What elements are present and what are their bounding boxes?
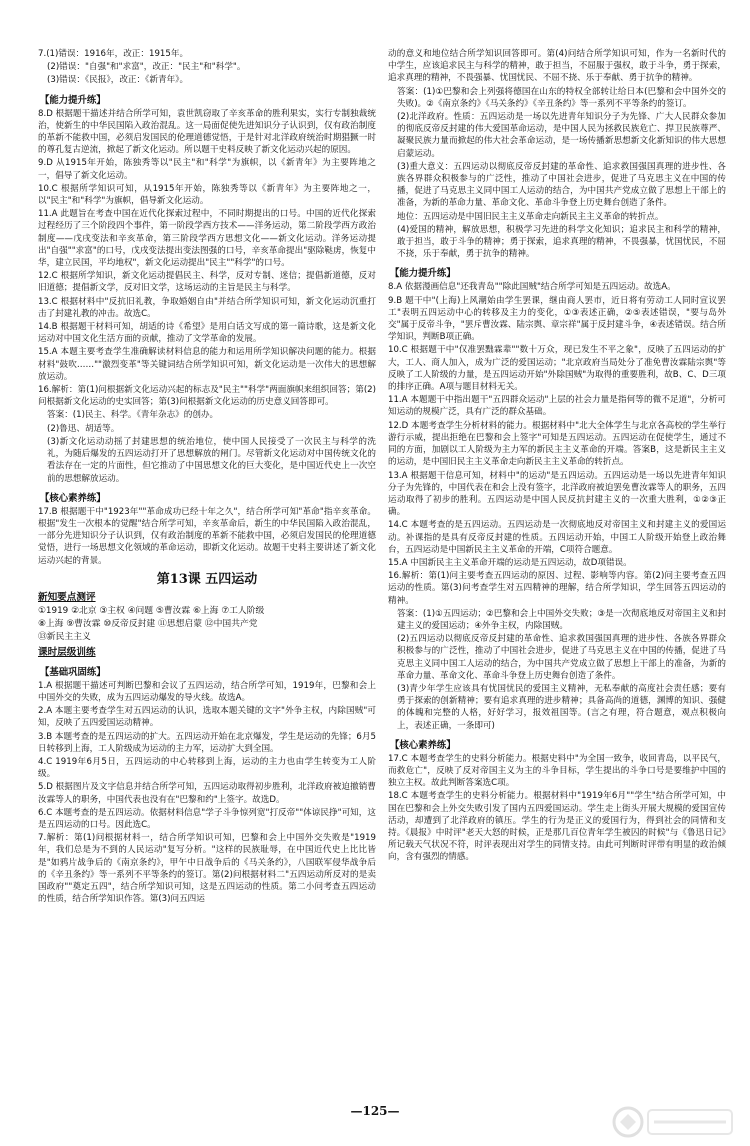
- subsection-title: 课时层级训练: [38, 646, 96, 658]
- answer-entry: 答案：(1)民主、科学。《青年杂志》的创办。: [47, 410, 219, 421]
- answer-entry: (4)爱国的精神，解放思想，积极学习先进的科学文化知识；追求民主和科学的精神，敢于担当，敢于斗争的精神；勇于探索，追求真理的精神，不畏强暴，忧国忧民，不屈不挠，乐于奉献，勇于抗争的精神。: [397, 224, 726, 260]
- section-heading: 【基础巩固练】: [40, 666, 106, 678]
- answer-entry: 答案：(1)①巴黎和会上列强将德国在山东的特权全部转让给日本(巴黎和会中国外交的失败)。②《南京条约》《马关条约》《辛丑条约》等一系列不平等条约的签订。: [397, 86, 726, 109]
- answer-entry: 2.A 本题主要考查学生对五四运动的认识，选取本题关键的文字"外争主权，内除国贼"可知，反映了五四爱国运动精神。: [38, 706, 376, 729]
- section-heading-row: [388, 733, 726, 753]
- answer-entry: 1.A 根据题干描述可判断巴黎和会议了五四运动，结合所学可知，1919年，巴黎和会上中国外交的失败，成为五四运动爆发的导火线。故选A。: [38, 680, 376, 703]
- section-heading: 【能力提升练】: [40, 94, 106, 106]
- answer-entry: (3)青少年学生应该具有忧国忧民的爱国主义精神，无私奉献的高度社会责任感；要有勇于探索的创新精神；要有追求真理的进步精神；具备高尚的道德，渊博的知识、强健的体魄和完整的人格，好好学习，报效祖国等。(言之有理，符合题意，观点积极向上，表述正确，一条即可): [397, 683, 726, 731]
- answer-entry: 8.D 根据题干描述并结合所学可知，袁世凯窃取了辛亥革命的胜利果实，实行专制独裁统治，使新生的中华民国陷入政治混乱。这一局面促使先进知识分子认识到，仅有政治制度的革新不能救中国，必须启发国民的伦理道德觉悟，于是针对北洋政府统治时期猖獗一时的尊孔复古逆流，掀起了新文化运动。所以题干史料反映了新文化运动兴起的原因。: [38, 108, 376, 156]
- answer-entry: (3)新文化运动动摇了封建思想的统治地位，使中国人民接受了一次民主与科学的洗礼，为随后爆发的五四运动打开了思想解放的闸门。尽管新文化运动对中国传统文化的看法存在一定的片面性，但它推动了中国思想文化的巨大变化，是中国近代史上一次空前的思想解放运动。: [47, 436, 376, 484]
- left-column: [38, 48, 376, 1098]
- answer-entry: 5.D 根据图片及文字信息并结合所学可知，五四运动取得初步胜利，北洋政府被迫撤销曹汝霖等人的职务，中国代表也没有在"巴黎和约"上签字。故选D。: [38, 782, 376, 805]
- answer-entry: 8.A 依据漫画信息"还我青岛""除此国贼"结合所学可知是五四运动。故选A。: [388, 282, 676, 293]
- answer-entry: (2)鲁迅、胡适等。: [47, 423, 120, 434]
- answer-entry: (2)北洋政府。性质：五四运动是一场以先进青年知识分子为先锋、广大人民群众参加的彻底反帝反封建的伟大爱国革命运动，是中国人民为拯救民族危亡、捍卫民族尊严、凝聚民族力量而掀起的伟大社会革命运动，是一场传播新思想新文化新知识的伟大思想启蒙运动。: [397, 112, 726, 159]
- subsection-title: 新知要点测评: [38, 591, 96, 603]
- answer-entry: 13.C 根据材料中"反抗旧礼教，争取婚姻自由"并结合所学知识可知，新文化运动沉重打击了封建礼教的冲击。故选C。: [38, 296, 376, 319]
- section-heading: 【能力提升练】: [390, 268, 456, 280]
- answer-entry: 14.C 本题考查的是五四运动。五四运动是一次彻底地反对帝国主义和封建主义的爱国运动。补课指的是具有反帝反封建的性质。五四运动开始，中国工人阶级开始登上政治舞台，五四运动是中国新民主主义革命的开端，C项符合题意。: [388, 520, 726, 555]
- section-heading-row: [388, 261, 726, 281]
- answer-entry: 地位：五四运动是中国旧民主主义革命走向新民主主义革命的转折点。: [397, 211, 664, 222]
- right-column: [388, 48, 726, 1098]
- answer-entry: 9.B 题干中"(上海)上风潮始由学生罢课，继由商人罢市，近日将有劳动工人同时宣议罢工"表明五四运动中心的转移及主力的变化，①③表述正确，②⑤表述错误，"要与岛外交"属于反帝斗争，"罢斥曹汝霖、陆宗舆、章宗祥"属于反封建斗争，④表述错误。结合所学知识，判断B项正确。: [388, 295, 726, 343]
- answer-entry: (3)重大意义：五四运动以彻底反帝反封建的革命性、追求救国强国真理的进步性、各族各界群众积极参与的广泛性，推动了中国社会进步，促进了马克思主义在中国的传播，促进了马克思主义同中国工人运动的结合，为中国共产党成立做了思想上干部上的准备，为新的革命力量、革命文化、革命斗争登上历史舞台创造了条件。: [397, 161, 726, 209]
- lesson-title: 第13课 五四运动: [156, 571, 258, 587]
- answer-key-row: ⑬新民主主义: [38, 631, 91, 642]
- answer-key-row: ①1919 ②北京 ③主权 ④问题 ⑤曹汝霖 ⑥上海 ⑦工人阶级: [38, 605, 265, 616]
- answer-entry: 10.C 根据所学知识可知，从1915年开始，陈独秀等以《新青年》为主要阵地之一，以"民主"和"科学"为旗帜，倡导新文化运动。: [38, 183, 376, 207]
- answer-entry: 动的意义和地位结合所学知识回答即可。第(4)问结合所学知识可知，作为一名新时代的中学生，应该追求民主与科学的精神，敢于担当，不屈服于强权，敢于斗争，勇于探索，追求真理的精神，不畏强暴、忧国忧民、不屈不挠、乐于奉献、勇于抗争的精神。: [388, 49, 726, 84]
- answer-entry: 15.A 中国新民主主义革命开端的运动是五四运动，故D项错误。: [388, 557, 632, 568]
- answer-entry: 12.D 本题考查学生分析材料的能力。根据材料中"北大全体学生与北京各高校的学生举行游行示威，提出拒绝在巴黎和会上签字"可知是五四运动。五四运动在促使学生，通过不同的方面，加剧以工人阶级为主力军的新民主主义革命的开端。答案B，这是新民主主义的运动，是中国旧民主主义革命走向新民主主义革命的转折点。: [388, 420, 726, 468]
- answer-entry: 18.C 本题考查学生的史料分析能力。根据材料中"1919年6月""学生"结合所学可知，中国在巴黎和会上外交失败引发了国内五四爱国运动。学生走上街头开展大规模的爱国宣传活动，却遭到了北洋政府的镇压。学生的行为是正义的爱国行为，得到社会的同情和支持。《晨报》中时评"老天大怒的时候，正是那几百位青年学生被囚的时候"与《鲁迅日记》所记载天气状况不符，时评表现出对学生的同情支持。由此可判断时评带有明显的政治倾向，含有强烈的情感。: [388, 791, 726, 863]
- answer-entry: 6.C 本题考查的是五四运动。依据材料信息"学子斗争惊列宽"打反帝""体谅民挣"可知，这是五四运动的口号。因此选C。: [38, 807, 376, 830]
- answer-entry: (3)错误：《民报》，改正：《新青年》。: [47, 75, 189, 86]
- answer-entry: 13.A 根据题干信息可知，材料中"的运动"是五四运动。五四运动是一场以先进青年知识分子为先锋的，中国代表在和会上没有签字，北洋政府被迫罢免曹汝霖等人的职务，五四运动取得了初步的胜利。五四运动是中国人民反抗封建主义的一次重大胜利，①②③正确。: [388, 470, 726, 518]
- answer-entry: 11.A 此题旨在考查中国在近代化探索过程中，不同时期提出的口号。中国的近代化探索过程经历了三个阶段四个事件，第一阶段学西方技术——洋务运动，第二阶段学西方政治制度——戊戌变法和辛亥革命，第三阶段学西方思想文化——新文化运动。洋务运动提出"自强""求富"的口号，戊戌变法提出变法图强的口号，辛亥革命提出"驱除鞑虏，恢复中华，建立民国，平均地权"，新文化运动提出"民主""科学"的口号。: [38, 209, 376, 269]
- section-heading: 【核心素养练】: [40, 492, 106, 504]
- section-heading-row: [38, 88, 376, 108]
- answer-entry: 4.C 1919年6月5日，五四运动的中心转移到上海，运动的主力也由学生转变为工人阶级。: [38, 756, 376, 780]
- answer-entry: (2)五四运动以彻底反帝反封建的革命性、追求救国强国真理的进步性、各族各界群众积极参与的广泛性，推动了中国社会进步，促进了马克思主义在中国的传播，促进了马克思主义同中国工人运动的结合，为中国共产党成立做了思想上干部上的准备，为新的革命力量、革命文化、革命斗争登上历史舞台创造了条件。: [397, 634, 726, 681]
- answer-entry: 16.解析：第(1)问主要考查五四运动的原因、过程、影响等内容。第(2)问主要考查五四运动的性质。第(3)问考查学生对五四精神的理解，结合所学知识，学生回答五四运动的精神。: [388, 571, 726, 606]
- answer-entry: 15.A 本题主要考查学生准确解读材料信息的能力和运用所学知识解决问题的能力。根据材料"鼓吹……""激烈变革"等关键词结合所学知识可知，新文化运动是一次伟大的思想解放运动。: [38, 347, 376, 382]
- answer-entry: 14.B 根据题干材料可知，胡适的诗《希望》是用白话文写成的第一篇诗歌，这是新文化运动对中国文化生活方面的贡献，推动了文学革命的发展。: [38, 322, 376, 345]
- section-heading: 【核心素养练】: [390, 739, 456, 751]
- watermark-logo: [610, 1102, 740, 1142]
- answer-entry: 17.C 本题考查学生的史料分析能力。根据史料中"为全国一致争，收回青岛，以平民气，而救危亡"，反映了反对帝国主义为主的斗争目标，学生提出的斗争口号是要维护中国的独立主权。故此判断答案选C项。: [388, 753, 726, 789]
- section-heading-row: [38, 660, 376, 680]
- answer-entry: 12.C 根据所学知识，新文化运动提倡民主、科学，反对专制、迷信；提倡新道德，反对旧道德；提倡新文学，反对旧文学，这场运动的主旨是民主与科学。: [38, 271, 376, 294]
- answer-entry: 10.C 根据题干中"仅准罢黜霖辈""数十万众，现已发生不平之象"，反映了五四运动的扩大，工人、商人加入，成为广泛的爱国运动；"北京政府当局处分了准免曹汝霖陆宗舆"等反映了工人阶级的力量，是五四运动开始"外除国贼"为取得的重要胜利，故B、C、D三项的排序正确。A项与题目材料无关。: [388, 345, 726, 393]
- answer-entry: 答案：(1)①五四运动；②巴黎和会上中国外交失败；③是一次彻底地反对帝国主义和封建主义的爱国运动；④外争主权，内除国贼。: [397, 608, 726, 631]
- answer-entry: 7.解析：第(1)问根据材料一，结合所学知识可知，巴黎和会上中国外交失败是"1919年，我们总是为不到的人民运动"复写分析。"这样的民族耻辱，在中国近代史上比比皆是"如鸦片战争后的《南京条约》，甲午中日战争后的《马关条约》，八国联军侵华战争后的《辛丑条约》等一系列不平等条约的签订。第(2)问根据材料二"五四运动所反对的是卖国政府""奠定五四"，结合所学知识可知，这是五四运动的性质。第二小问考查五四运动的性质，结合所学知识作答。第(3)问五四运: [38, 833, 376, 905]
- page-number: —125—: [350, 1104, 400, 1118]
- section-heading-row: [38, 486, 376, 506]
- answer-entry: 17.B 根据题干中"1923年""革命成功已经十年之久"，结合所学可知"革命"指辛亥革命。根据"发生一次根本的觉醒"结合所学可知，辛亥革命后，新生的中华民国陷入政治混乱，一部分先进知识分子认识到，仅有政治制度的革新不能救中国，必须启发国民的伦理道德觉悟，进行一场思想文化领域的革命运动，即新文化运动。故题干史料主要讲述了新文化运动兴起的背景。: [38, 506, 376, 566]
- answer-entry: 7.(1)错误：1916年，改正：1915年。: [38, 49, 189, 59]
- answer-entry: 16.解析：第(1)问根据新文化运动兴起的标志及"民主""科学"两面旗帜来组织回答；第(2)问根据新文化运动的史实回答；第(3)问根据新文化运动的历史意义回答即可。: [38, 385, 376, 408]
- answer-entry: 11.A 本题题干中指出题干"五四群众运动"上层的社会力量是指何等的微不足道"，分析可知运动的规模广泛，具有广泛的群众基础。: [388, 395, 726, 418]
- answer-entry: (2)错误："自强"和"求富"，改正："民主"和"科学"。: [47, 62, 246, 73]
- answer-key-row: ⑧上海 ⑨曹汝霖 ⑩反帝反封建 ⑪思想启蒙 ⑫中国共产党: [38, 618, 258, 629]
- answer-entry: 3.B 本题考查的是五四运动的扩大。五四运动开始在北京爆发，学生是运动的先锋；6月5日转移到上海，工人阶级成为运动的主力军，运动扩大到全国。: [38, 731, 376, 754]
- answer-entry: 9.D 从1915年开始，陈独秀等以"民主"和"科学"为旗帜，以《新青年》为主要阵地之一，倡导了新文化运动。: [38, 158, 376, 181]
